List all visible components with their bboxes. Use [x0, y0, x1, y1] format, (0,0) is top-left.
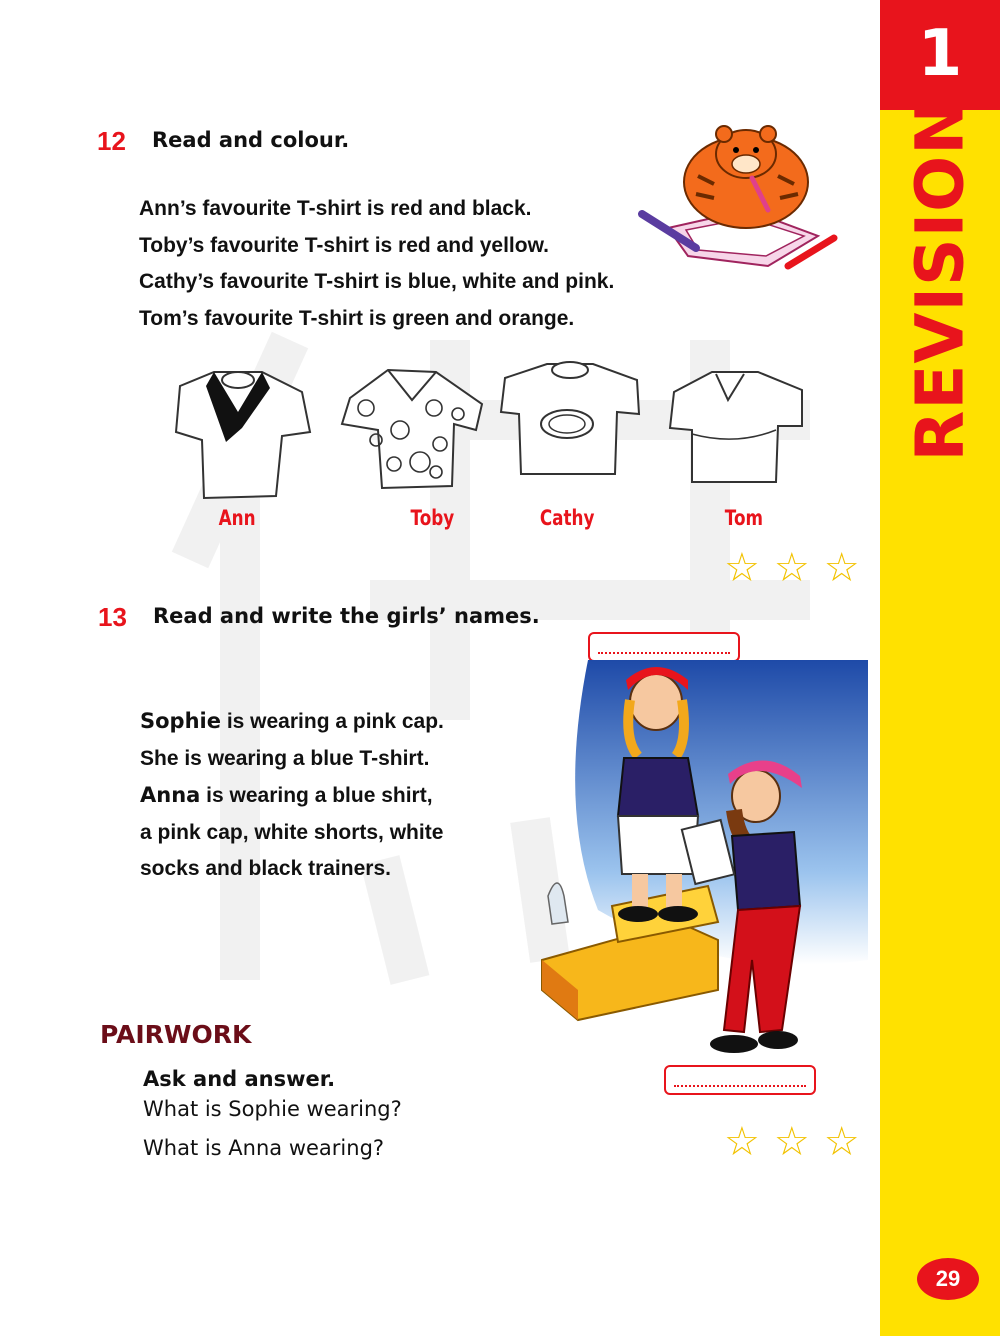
rating-stars-exercise-13	[724, 1122, 860, 1162]
pairwork-instruction: Ask and answer.	[143, 1067, 336, 1091]
exercise-13-title: Read and write the girls’ names.	[153, 604, 540, 628]
shirt-label-tom: Tom	[724, 506, 764, 530]
question-sophie: What is Sophie wearing?	[143, 1097, 402, 1121]
sentence-toby: Toby’s favourite T-shirt is red and yellow.	[139, 233, 549, 257]
unit-number: 1	[917, 17, 963, 91]
star-icon: ☆	[773, 546, 810, 590]
name-answer-box-sophie[interactable]	[588, 632, 740, 662]
star-icon: ☆	[823, 546, 860, 590]
girls-illustration	[538, 660, 868, 1068]
tiger-drawing-illustration	[628, 118, 844, 278]
page-number: 29	[917, 1258, 979, 1300]
pairwork-heading: PAIRWORK	[100, 1020, 252, 1049]
sentence-ann: Ann’s favourite T-shirt is red and black.	[139, 197, 532, 220]
sentence-anna-shirt: is wearing a blue shirt,	[200, 784, 433, 807]
question-anna: What is Anna wearing?	[143, 1136, 385, 1160]
star-icon: ☆	[724, 546, 760, 590]
exercise-12-title: Read and colour.	[152, 128, 350, 152]
tshirt-cathy	[497, 356, 647, 480]
sentence-sophie-tshirt: She is wearing a blue T-shirt.	[140, 746, 430, 770]
exercise-12-number: 12	[97, 126, 126, 156]
shirt-label-ann: Ann	[218, 506, 256, 530]
sentence-sophie-cap: is wearing a pink cap.	[220, 710, 444, 733]
shirt-label-toby: Toby	[410, 506, 455, 530]
exercise-12-text	[139, 191, 614, 337]
tshirt-toby	[336, 364, 488, 492]
exercise-13-text	[140, 703, 444, 888]
sentence-anna-socks: socks and black trainers.	[140, 857, 391, 880]
exercise-13-number: 13	[98, 602, 127, 632]
shirt-label-cathy: Cathy	[539, 506, 595, 530]
star-icon: ☆	[823, 1120, 860, 1164]
star-icon: ☆	[724, 1120, 760, 1164]
name-answer-box-anna[interactable]	[664, 1065, 816, 1095]
girl-name-sophie: Sophie	[140, 709, 221, 733]
rating-stars-exercise-12	[724, 548, 860, 588]
star-icon: ☆	[773, 1120, 810, 1164]
tshirt-ann	[170, 366, 315, 502]
unit-number-box	[880, 0, 1000, 110]
sentence-anna-clothes: a pink cap, white shorts, white	[140, 820, 444, 844]
sentence-tom: Tom’s favourite T-shirt is green and orange.	[139, 306, 575, 330]
section-label-revision: REVISION	[901, 98, 979, 462]
girl-name-anna: Anna	[140, 783, 201, 807]
sentence-cathy: Cathy’s favourite T-shirt is blue, white and pink.	[139, 270, 615, 293]
tshirt-tom	[666, 364, 808, 488]
